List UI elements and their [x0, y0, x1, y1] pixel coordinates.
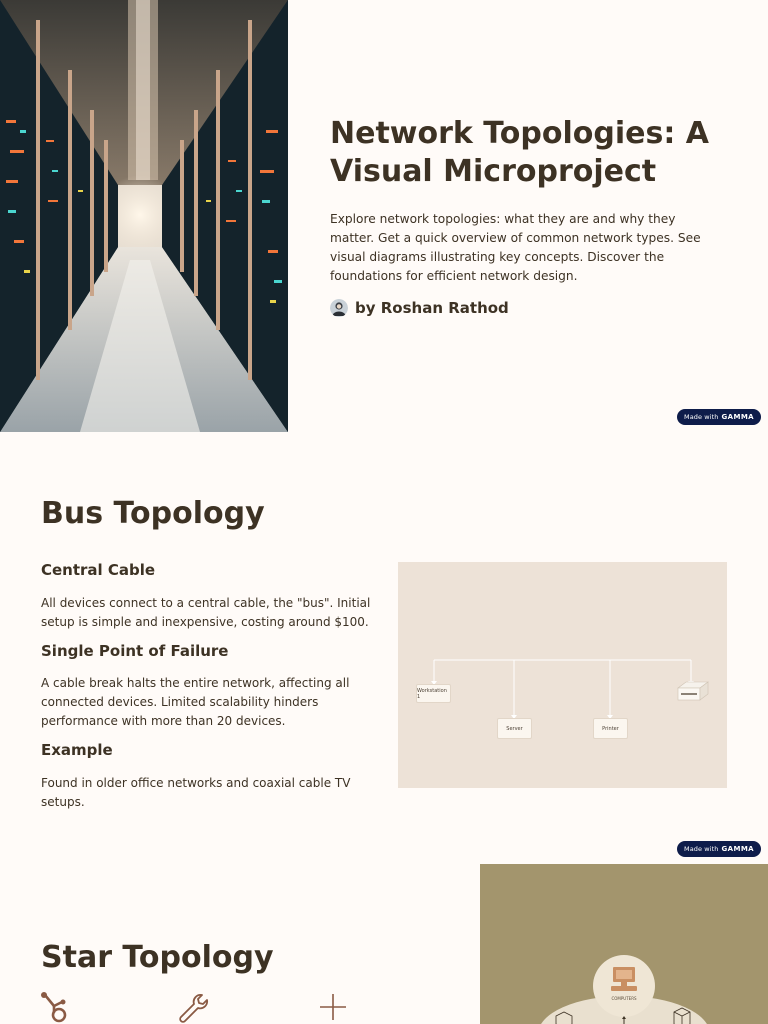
subheading-single-point-of-failure: Single Point of Failure	[41, 642, 229, 660]
wrench-icon	[178, 992, 210, 1024]
paragraph-central-cable: All devices connect to a central cable, the "bus". Initial setup is simple and inexpensive, costing around $100.	[41, 596, 371, 629]
bus-cable-lines	[398, 562, 727, 788]
diagram-label: COMPUTERS	[611, 996, 637, 1001]
computer-icon	[611, 967, 637, 991]
server-room-image	[0, 0, 288, 432]
plus-icon	[318, 992, 350, 1024]
badge-prefix: Made with	[684, 845, 719, 853]
title-slide	[0, 0, 768, 432]
badge-prefix: Made with	[684, 413, 719, 421]
section-title: Bus Topology	[41, 496, 265, 531]
star-topology-diagram	[480, 864, 768, 1024]
node-printer: Printer	[593, 718, 628, 739]
made-with-gamma-badge[interactable]	[677, 841, 761, 857]
hub-icon	[40, 992, 72, 1024]
author-name: by Roshan Rathod	[355, 299, 509, 317]
section-title: Star Topology	[41, 940, 274, 975]
avatar	[330, 299, 348, 317]
paragraph-single-point-of-failure: A cable break halts the entire network, affecting all connected devices. Limited scalability hinders performance with more than 20 devices.	[41, 676, 350, 728]
badge-brand: GAMMA	[721, 413, 754, 421]
hero-description: Explore network topologies: what they are and why they matter. Get a quick overview of common network types. See visual diagrams illustrating key concepts. Discover the foundations for efficient network design.	[330, 212, 701, 283]
node-server: Server	[497, 718, 532, 739]
subheading-central-cable: Central Cable	[41, 561, 156, 579]
page-title: Network Topologies: A Visual Microproject	[330, 116, 709, 189]
made-with-gamma-badge[interactable]	[677, 409, 761, 425]
subheading-example: Example	[41, 741, 113, 759]
node-workstation: Workstation 1	[416, 684, 451, 703]
bus-topology-slide	[0, 432, 768, 864]
star-topology-slide	[0, 864, 768, 1024]
badge-brand: GAMMA	[721, 845, 754, 853]
paragraph-example: Found in older office networks and coaxial cable TV setups.	[41, 776, 351, 809]
star-diagram-art	[480, 864, 768, 1024]
printer-device-icon	[678, 682, 708, 700]
author-line	[330, 297, 509, 319]
bus-topology-diagram	[398, 562, 727, 788]
